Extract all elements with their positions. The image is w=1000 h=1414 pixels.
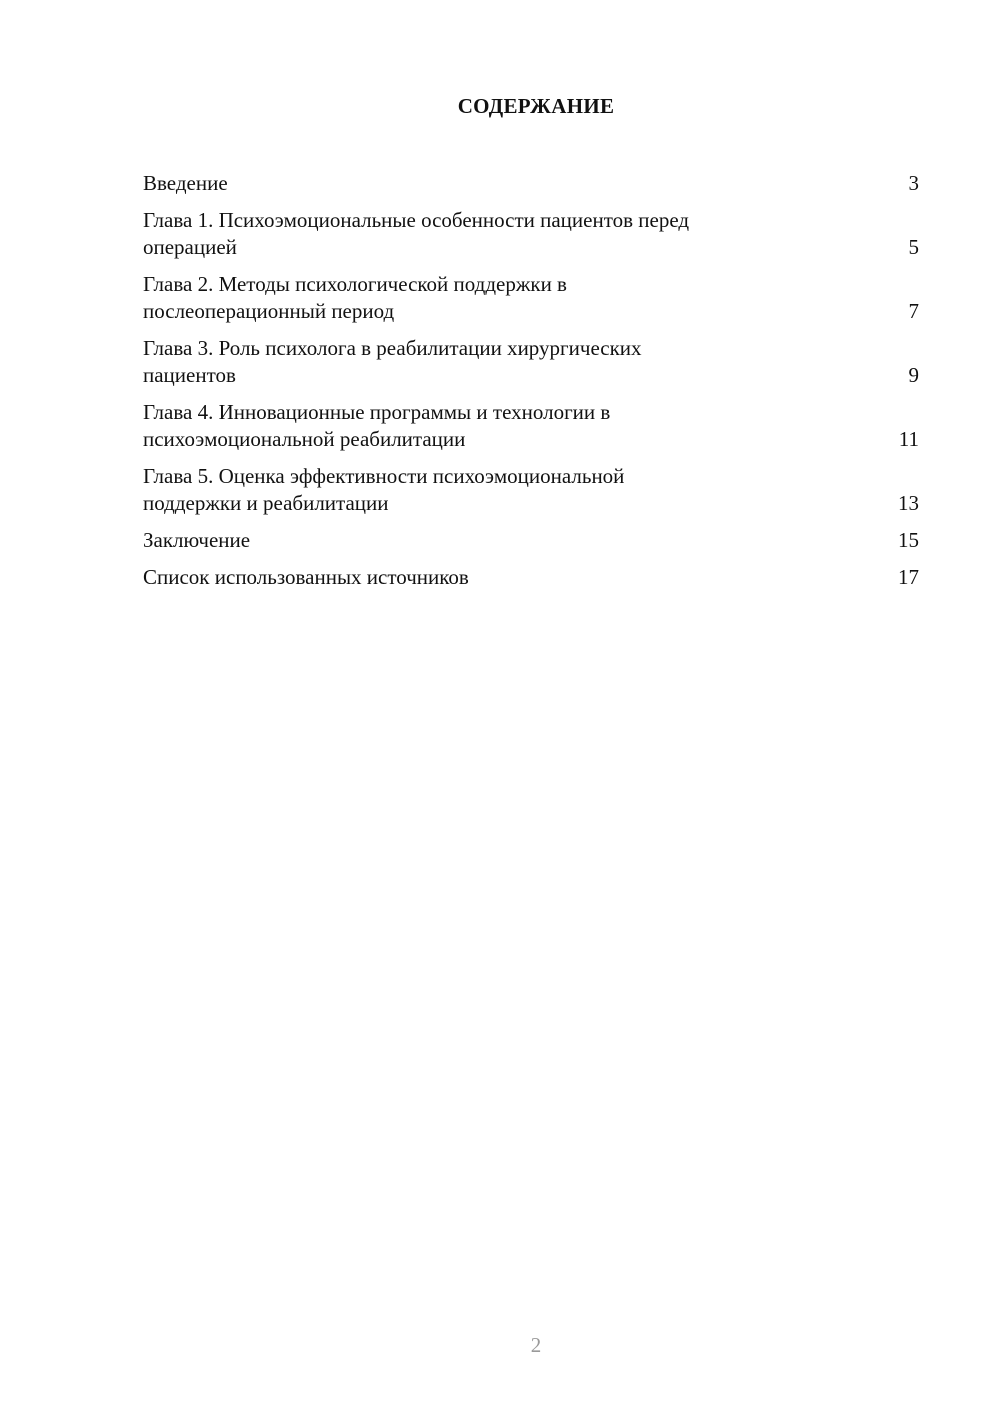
toc-entry-text: Глава 1. Психоэмоциональные особенности пациентов перед операцией xyxy=(143,208,690,259)
toc-entry-text: Глава 4. Инновационные программы и технологии в психоэмоциональной реабилитации xyxy=(143,400,611,451)
toc-title: СОДЕРЖАНИЕ xyxy=(457,94,615,118)
toc-entry-conclusion xyxy=(143,527,919,554)
toc-entry-chapter-3 xyxy=(143,335,919,389)
toc-entry-page: 7 xyxy=(908,299,919,323)
toc-entry-text: Глава 2. Методы психологической поддержки в послеоперационный период xyxy=(143,272,567,323)
toc-entry-text: Введение xyxy=(143,171,228,195)
toc-entry-introduction xyxy=(143,170,919,197)
toc-entry-text: Глава 3. Роль психолога в реабилитации хирургических пациентов xyxy=(143,336,642,387)
toc-entry-page: 13 xyxy=(898,491,919,515)
toc-entry-page: 9 xyxy=(908,363,919,387)
toc-entry-text: Глава 5. Оценка эффективности психоэмоциональной поддержки и реабилитации xyxy=(143,464,625,515)
page-number: 2 xyxy=(530,1333,542,1357)
toc-entry-text: Список использованных источников xyxy=(143,565,469,589)
toc-list xyxy=(143,170,919,601)
toc-entry-references xyxy=(143,564,919,591)
toc-entry-text: Заключение xyxy=(143,528,251,552)
toc-entry-chapter-2 xyxy=(143,271,919,325)
toc-entry-chapter-1 xyxy=(143,207,919,261)
toc-entry-chapter-4 xyxy=(143,399,919,453)
toc-entry-page: 5 xyxy=(908,235,919,259)
toc-entry-chapter-5 xyxy=(143,463,919,517)
toc-entry-page: 3 xyxy=(908,171,919,195)
toc-entry-page: 17 xyxy=(898,565,919,589)
toc-entry-page: 11 xyxy=(898,427,919,451)
toc-entry-page: 15 xyxy=(898,528,919,552)
